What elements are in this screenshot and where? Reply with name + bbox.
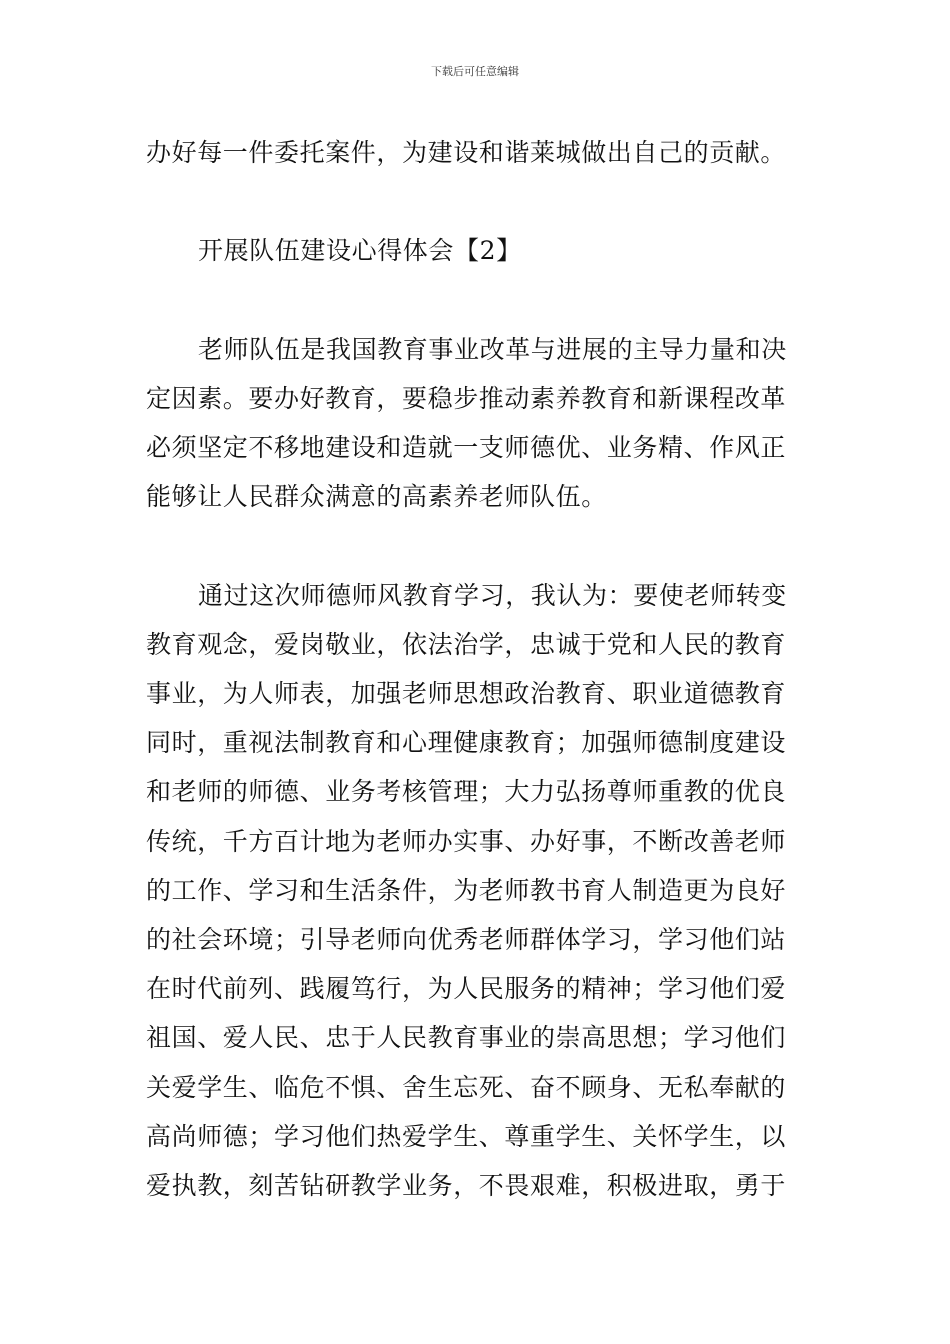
paragraph-line: 传统，千方百计地为老师办实事、办好事，不断改善老师: [146, 826, 787, 856]
paragraph-line: 通过这次师德师风教育学习，我认为：要使老师转变: [198, 580, 787, 610]
paragraph-line: 在时代前列、践履笃行，为人民服务的精神；学习他们爱: [146, 974, 787, 1004]
paragraph-line: 高尚师德；学习他们热爱学生、尊重学生、关怀学生，以: [146, 1121, 787, 1151]
page-header: 下载后可任意编辑: [431, 65, 519, 78]
paragraph-line: 必须坚定不移地建设和造就一支师德优、业务精、作风正: [146, 433, 787, 463]
document-body: [146, 128, 808, 1210]
section-title: 开展队伍建设心得体会【2】: [198, 236, 522, 266]
paragraph-gap: [146, 177, 808, 226]
paragraph-line: 事业，为人师表，加强老师思想政治教育、职业道德教育: [146, 679, 787, 709]
paragraph-line: 爱执教，刻苦钻研教学业务，不畏艰难，积极进取，勇于: [146, 1170, 787, 1200]
paragraph-line: 定因素。要办好教育，要稳步推动素养教育和新课程改革: [146, 383, 787, 413]
paragraph-gap: [146, 276, 808, 325]
paragraph-line: 的工作、学习和生活条件，为老师教书育人制造更为良好: [146, 875, 787, 905]
paragraph-line: 教育观念，爱岗敬业，依法治学，忠诚于党和人民的教育: [146, 629, 787, 659]
paragraph-teacher-team: [146, 325, 808, 522]
paragraph-line: 关爱学生、临危不惧、舍生忘死、奋不顾身、无私奉献的: [146, 1072, 787, 1102]
paragraph-line: 的社会环境；引导老师向优秀老师群体学习，学习他们站: [146, 925, 787, 954]
paragraph-line: 能够让人民群众满意的高素养老师队伍。: [146, 482, 607, 512]
paragraph-gap: [146, 522, 808, 571]
paragraph-ethics-study: [146, 571, 808, 1210]
paragraph-closing: [146, 128, 808, 177]
paragraph-line: 老师队伍是我国教育事业改革与进展的主导力量和决: [198, 334, 787, 364]
paragraph-line: 祖国、爱人民、忠于人民教育事业的崇高思想；学习他们: [146, 1023, 787, 1053]
paragraph-line: 办好每一件委托案件，为建设和谐莱城做出自己的贡献。: [146, 138, 787, 167]
paragraph-line: 和老师的师德、业务考核管理；大力弘扬尊师重教的优良: [146, 777, 787, 807]
paragraph-line: 同时，重视法制教育和心理健康教育；加强师德制度建设: [146, 728, 787, 758]
section-heading: [146, 226, 808, 275]
